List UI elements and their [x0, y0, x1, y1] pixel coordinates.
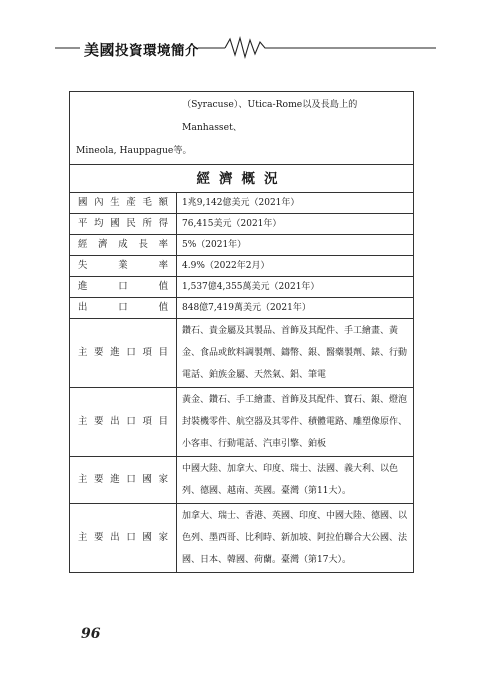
page-header [0, 0, 480, 70]
row-label: 主要出口項目 [70, 388, 177, 457]
header-wave-line [0, 33, 480, 63]
row-value: 中國大陸、加拿大、印度、瑞士、法國、義大利、以色列、德國、越南、英國。臺灣（第11大）。 [177, 457, 414, 504]
row-value: 加拿大、瑞士、香港、英國、印度、中國大陸、德國、以色列、墨西哥、比利時、新加坡、阿拉伯聯合大公國、法國、日本、韓國、荷蘭。臺灣（第17大）。 [177, 504, 414, 573]
table-row [70, 504, 414, 573]
row-value: 5%（2021年） [177, 235, 414, 256]
table-row [70, 298, 414, 319]
section-title: 經濟概況 [70, 165, 414, 193]
row-label: 出口值 [70, 298, 177, 319]
header-title-main: 美國 [84, 41, 116, 59]
row-value: 4.9%（2022年2月） [177, 256, 414, 277]
table-row [70, 193, 414, 214]
intro-line-1: （Syracuse）、Utica-Rome以及長島上的Manhasset、 [182, 99, 358, 133]
row-label: 平均國民所得 [70, 214, 177, 235]
section-row [70, 165, 414, 193]
intro-line-2: Mineola, Hauppague等。 [76, 145, 192, 156]
table-row [70, 457, 414, 504]
table-row [70, 235, 414, 256]
economy-table [69, 91, 414, 573]
row-value: 1,537億4,355萬美元（2021年） [177, 277, 414, 298]
row-value: 848億7,419萬美元（2021年） [177, 298, 414, 319]
intro-row [70, 92, 414, 165]
row-label: 經濟成長率 [70, 235, 177, 256]
intro-cell [70, 92, 414, 165]
row-label: 主要進口項目 [70, 319, 177, 388]
table-row [70, 319, 414, 388]
header-title-sub: 投資環境簡介 [115, 43, 200, 59]
row-label: 主要出口國家 [70, 504, 177, 573]
row-value: 76,415美元（2021年） [177, 214, 414, 235]
page-number: 96 [81, 626, 101, 642]
table-row [70, 214, 414, 235]
row-label: 失業率 [70, 256, 177, 277]
row-label: 進口值 [70, 277, 177, 298]
row-label: 國內生產毛額 [70, 193, 177, 214]
row-value: 1兆9,142億美元（2021年） [177, 193, 414, 214]
table-row [70, 388, 414, 457]
row-label: 主要進口國家 [70, 457, 177, 504]
row-value: 黃金、鑽石、手工繪畫、首飾及其配件、寶石、銀、燈泡封裝機零件、航空器及其零件、積體電路、雕塑像原作、小客車、行動電話、汽車引擎、鉑板 [177, 388, 414, 457]
row-value: 鑽石、貴金屬及其製品、首飾及其配件、手工繪畫、黃金、食品或飲料調製劑、鑄幣、銀、醫藥製劑、錶、行動電話、鉑族金屬、天然氣、鋁、筆電 [177, 319, 414, 388]
table-row [70, 277, 414, 298]
table-row [70, 256, 414, 277]
